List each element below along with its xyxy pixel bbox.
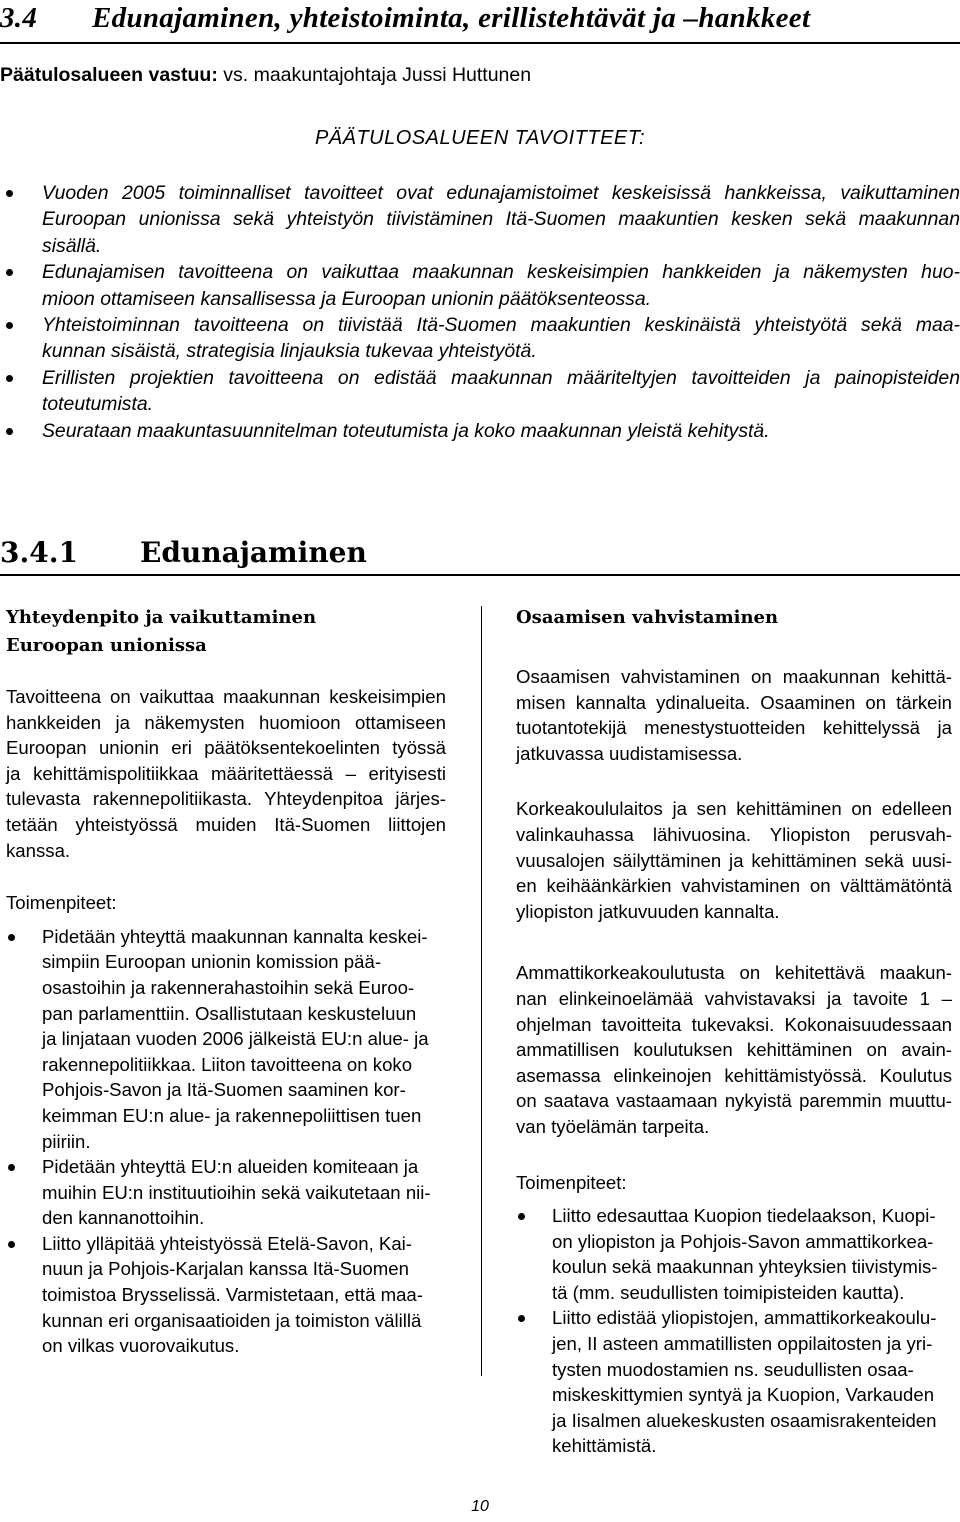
page-number: 10 bbox=[471, 1498, 489, 1515]
right-column-heading: Osaamisen vahvistaminen bbox=[516, 607, 779, 628]
goal-line: Edunajamisen tavoitteena on vaikuttaa maakunnan keskeisimpien hankkeiden ja näkemysten huo- bbox=[42, 261, 960, 284]
action-line: Pohjois-Savon ja Itä-Suomen saaminen kor- bbox=[42, 1079, 406, 1101]
action-line: on yliopiston ja Pohjois-Savon ammattikorkea- bbox=[552, 1230, 934, 1252]
paragraph-line: asemassa elinkeinojen kehittämistyössä. Koulutus bbox=[516, 1064, 952, 1086]
action-line: Liitto ylläpitää yhteistyössä Etelä-Savon, Kai- bbox=[42, 1232, 412, 1254]
action-line: simpiin Euroopan unionin komission pää- bbox=[42, 951, 382, 973]
paragraph-line: vuusalojen säilyttäminen ja kehittäminen sekä uusi- bbox=[516, 849, 952, 871]
action-line: ja linjataan vuoden 2006 jälkeistä EU:n alue- ja bbox=[42, 1028, 429, 1050]
section-number: 3.4 bbox=[0, 2, 38, 34]
paragraph-line: valinkauhassa lähivuosina. Yliopiston perusvah- bbox=[516, 823, 952, 845]
action-line: koulun sekä maakunnan yhteyksien tiivistymis- bbox=[552, 1256, 938, 1278]
paragraph-line: on saatava vastaamaan nykyistä paremmin muuttu- bbox=[516, 1090, 952, 1112]
goal-line: Yhteistoiminnan tavoitteena on tiivistää Itä-Suomen maakuntien keskinäistä yhteistyötä sekä maa- bbox=[42, 314, 960, 337]
paragraph-line: tuotantotekijä menestystuotteiden kehittelyssä ja bbox=[516, 717, 952, 739]
column-divider bbox=[481, 606, 482, 1376]
right-column-paragraph bbox=[516, 960, 952, 1139]
right-actions-heading: Toimenpiteet: bbox=[516, 1171, 627, 1193]
right-column-paragraph bbox=[516, 664, 952, 766]
bullet-icon bbox=[6, 322, 13, 329]
goal-line: mioon ottamiseen kansallisessa ja Euroopan unionin päätöksenteossa. bbox=[42, 287, 652, 310]
paragraph-line: yliopiston jatkuvuuden kannalta. bbox=[516, 900, 780, 922]
left-column-paragraph bbox=[6, 684, 446, 863]
goal-line: Vuoden 2005 toiminnalliset tavoitteet ovat edunajamistoimet keskeisissä hankkeissa, vaikuttaminen bbox=[42, 182, 960, 204]
goal-line: toteutumista. bbox=[42, 393, 154, 416]
action-line: tysten muodostamien ns. seudullisten osaa- bbox=[552, 1358, 914, 1380]
goal-item bbox=[0, 259, 960, 312]
action-line: kehittämistä. bbox=[552, 1435, 657, 1457]
bullet-icon bbox=[6, 190, 13, 197]
action-line: osastoihin ja rakennerahastoihin sekä Euroo- bbox=[42, 976, 415, 998]
action-line: keimman EU:n alue- ja rakennepoliittisen tuen bbox=[42, 1104, 422, 1126]
bullet-icon bbox=[6, 428, 13, 435]
goal-item bbox=[0, 180, 960, 259]
left-column-heading bbox=[6, 604, 446, 660]
action-item bbox=[516, 1203, 952, 1305]
left-actions-heading: Toimenpiteet: bbox=[6, 892, 117, 914]
paragraph-line: van työelämän tarpeita. bbox=[516, 1115, 710, 1137]
paragraph-line: jatkuvassa uudistamisessa. bbox=[516, 742, 743, 764]
paragraph-line: Ammattikorkeakoulutusta on kehitettävä maakun- bbox=[516, 962, 952, 984]
paragraph-line: Euroopan unionin eri päätöksentekoelinten työssä bbox=[6, 737, 446, 759]
action-line: ja Iisalmen aluekeskusten osaamisrakenteiden bbox=[552, 1409, 937, 1431]
paragraph-line: Tavoitteena on vaikuttaa maakunnan keskeisimpien bbox=[6, 686, 446, 707]
subsection-number: 3.4.1 bbox=[0, 536, 78, 569]
heading-line: Euroopan unionissa bbox=[6, 635, 207, 656]
heading-line: Yhteydenpito ja vaikuttaminen bbox=[6, 607, 317, 628]
bullet-icon bbox=[8, 934, 15, 941]
left-column bbox=[6, 604, 446, 1359]
right-column bbox=[516, 604, 952, 1459]
paragraph-line: en keihäänkärkien vahvistaminen on välttämätöntä bbox=[516, 875, 952, 897]
section-title-text: Edunajaminen, yhteistoiminta, erillistehtävät ja –hankkeet bbox=[92, 2, 811, 34]
action-line: muihin EU:n instituutioihin sekä vaikutetaan nii- bbox=[42, 1181, 431, 1203]
responsibility-label: Päätulosalueen vastuu: bbox=[0, 64, 218, 86]
action-line: on vilkas vuorovaikutus. bbox=[42, 1335, 240, 1357]
action-line: Liitto edesauttaa Kuopion tiedelaakson, Kuopi- bbox=[552, 1205, 936, 1227]
goal-line: Euroopan unionissa sekä yhteistyön tiivistäminen Itä-Suomen maakuntien kesken sekä maakunnan bbox=[42, 208, 960, 231]
title-underline bbox=[0, 42, 960, 44]
goal-line: Erillisten projektien tavoitteena on edistää maakunnan määriteltyjen tavoitteiden ja painopisteiden bbox=[42, 366, 960, 389]
paragraph-line: tulevasta rakennepolitiikasta. Yhteydenpitoa järjes- bbox=[6, 788, 446, 810]
action-item bbox=[6, 1154, 446, 1231]
bullet-icon bbox=[8, 1241, 15, 1248]
responsibility-line bbox=[0, 64, 531, 87]
subsection-title-text: Edunajaminen bbox=[140, 536, 367, 569]
action-line: Pidetään yhteyttä maakunnan kannalta keskei- bbox=[42, 925, 428, 947]
paragraph-line: ohjelman tavoitteita tukevaksi. Kokonaisuudessaan bbox=[516, 1013, 952, 1035]
action-line: rakennepolitiikkaa. Liiton tavoitteena on koko bbox=[42, 1053, 413, 1075]
action-line: nuun ja Pohjois-Karjalan kanssa Itä-Suomen bbox=[42, 1258, 409, 1280]
goal-line: sisällä. bbox=[42, 234, 102, 257]
action-line: den kannanottoihin. bbox=[42, 1207, 205, 1229]
action-line: piiriin. bbox=[42, 1130, 91, 1152]
goal-item bbox=[0, 365, 960, 418]
action-line: pan parlamenttiin. Osallistutaan keskusteluun bbox=[42, 1002, 417, 1024]
bullet-icon bbox=[8, 1164, 15, 1171]
action-line: tä (mm. seudullisten toimipisteiden kautta). bbox=[552, 1281, 905, 1303]
action-line: jen, II asteen ammatillisten oppilaitosten ja yri- bbox=[552, 1333, 933, 1355]
paragraph-line: misen kannalta ydinalueita. Osaaminen on tärkein bbox=[516, 691, 952, 713]
bullet-icon bbox=[518, 1213, 525, 1220]
action-line: miskeskittymien syntyä ja Kuopion, Varkauden bbox=[552, 1384, 935, 1406]
action-item bbox=[6, 924, 446, 1154]
paragraph-line: tetään yhteistyössä muiden Itä-Suomen liittojen bbox=[6, 813, 446, 835]
paragraph-line: Osaamisen vahvistaminen on maakunnan kehittä- bbox=[516, 666, 952, 687]
left-actions-list bbox=[6, 924, 446, 1359]
paragraph-line: ammatillisen koulutuksen kehittäminen on avain- bbox=[516, 1039, 952, 1061]
bullet-icon bbox=[6, 375, 13, 382]
section-title bbox=[0, 2, 960, 42]
goals-list bbox=[0, 180, 960, 444]
bullet-icon bbox=[6, 269, 13, 276]
paragraph-line: hankkeiden ja näkemysten huomioon ottamiseen bbox=[6, 711, 446, 733]
action-line: Pidetään yhteyttä EU:n alueiden komiteaan ja bbox=[42, 1156, 419, 1178]
subsection-underline bbox=[0, 574, 960, 576]
goal-item bbox=[0, 418, 960, 444]
action-item bbox=[516, 1305, 952, 1459]
goal-line: kunnan sisäistä, strategisia linjauksia tukevaa yhteistyötä. bbox=[42, 340, 537, 363]
paragraph-line: nan elinkeinoelämää vahvistavaksi ja tavoite 1 – bbox=[516, 987, 952, 1009]
subsection-title bbox=[0, 536, 960, 576]
goal-item bbox=[0, 312, 960, 365]
right-actions-list bbox=[516, 1203, 952, 1459]
responsibility-value: vs. maakuntajohtaja Jussi Huttunen bbox=[217, 64, 532, 86]
right-column-paragraph bbox=[516, 796, 952, 924]
paragraph-line: ja kehittämispolitiikkaa määritettäessä – erityisesti bbox=[6, 762, 446, 784]
action-line: toimistoa Brysselissä. Varmistetaan, että maa- bbox=[42, 1284, 423, 1306]
paragraph-line: kanssa. bbox=[6, 839, 71, 861]
action-line: Liitto edistää yliopistojen, ammattikorkeakoulu- bbox=[552, 1307, 937, 1329]
action-item bbox=[6, 1231, 446, 1359]
action-line: kunnan eri organisaatioiden ja toimiston välillä bbox=[42, 1309, 422, 1331]
goals-heading: PÄÄTULOSALUEEN TAVOITTEET: bbox=[314, 127, 646, 149]
goal-line: Seurataan maakuntasuunnitelman toteutumista ja koko maakunnan yleistä kehitystä. bbox=[42, 419, 770, 442]
bullet-icon bbox=[518, 1315, 525, 1322]
paragraph-line: Korkeakoululaitos ja sen kehittäminen on edelleen bbox=[516, 798, 952, 820]
